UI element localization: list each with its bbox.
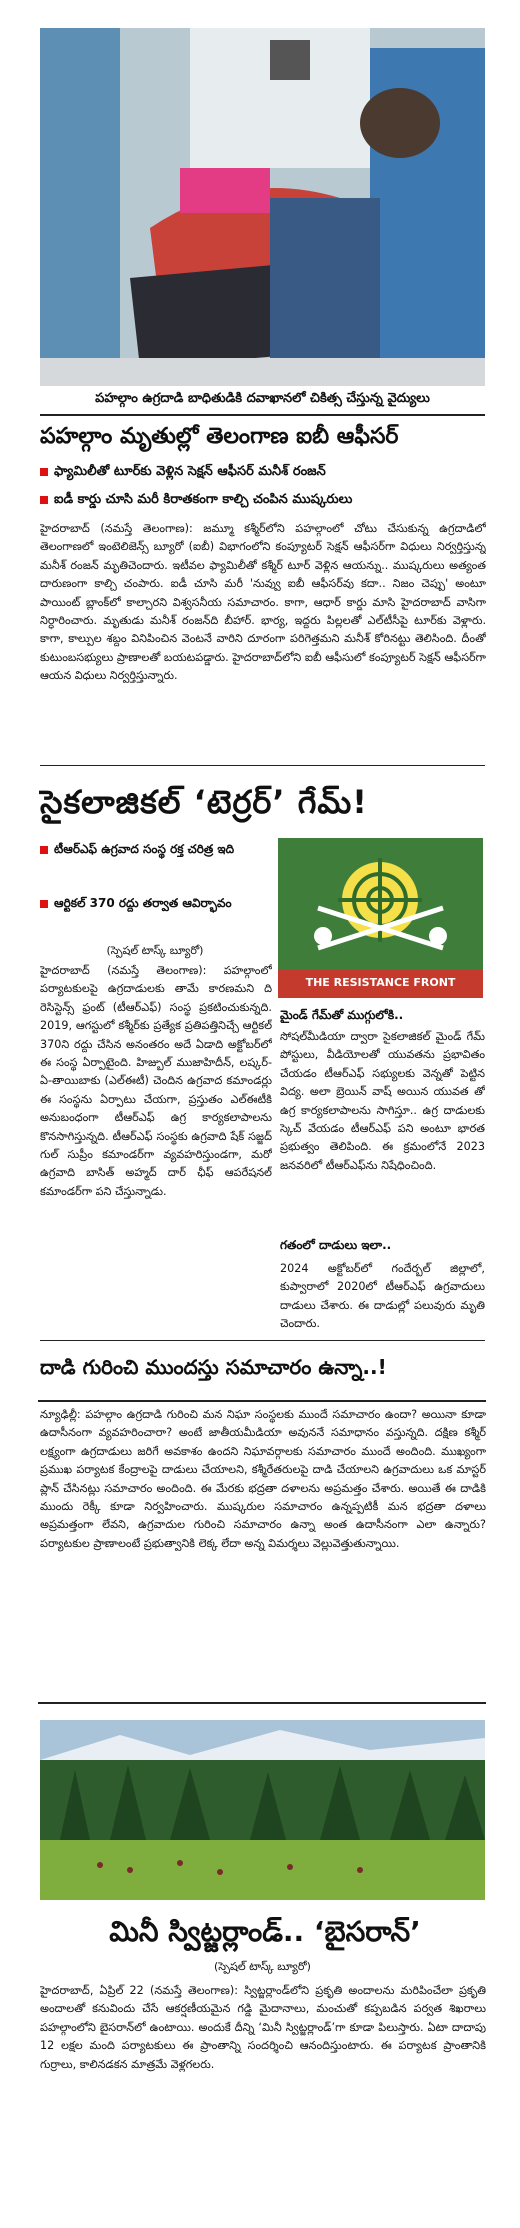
story1-body: హైదరాబాద్ (నమస్తే తెలంగాణ): జమ్మూ కశ్మీర్‌లోని పహల్గాంలో చోటు చేసుకున్న ఉగ్రదాడిలో తెలంగాణలో ఇంటెలిజెన్స్ బ్యూరో (ఐబీ) విభాగంలోని కంప్యూటర్ సెక్షన్ ఆఫీసర్‌గా విధులు నిర్వర్తిస్తున్న మనీశ్ రంజన్ మృతిచెందారు. ఇటీవల ఫ్యామిలీతో కశ్మీర్ టూర్ వెళ్లిన ఆయన్ను.. ముష్కరులు అత్యంత దారుణంగా కాల్చి చంపారు. ఐడీ చూసి మరీ 'నువ్వు ఐబీ ఆఫీసర్‌వు కదా.. నిజం చెప్పు' అంటూ పాయింట్ బ్లాంక్‌లో కాల్చారని విశ్వసనీయ సమాచారం. కాగా, ఆధార్ కార్డు మాసి హైదరాబాద్ వాసిగా నిర్ధారించారు. మృతుడు మనీశ్ రంజన్‌ది బీహార్. భార్య, ఇద్దరు పిల్లలతో ఎల్‌టీసీపై టూర్‌కు వెళ్లారు. కాగా, కాల్పుల శబ్దం వినిపించిన వెంటనే వారిని దూరంగా పరిగెత్తమని మనీశ్ కోరినట్టు తెలిసింది. దీంతో కుటుంబసభ్యులు ప్రాణాలతో బయటపడ్డారు. హైదరాబాద్‌లోని ఐబీ ఆఫీసులో కంప్యూటర్ సెక్షన్ ఆఫీసర్‌గా ఆయన విధులు నిర్వర్తిస్తున్నారు. xyxy=(40,522,486,683)
hospital-scene-image xyxy=(40,28,485,386)
bullet-marker xyxy=(40,846,48,854)
logo-text: THE RESISTANCE FRONT xyxy=(305,976,456,989)
bullet-marker xyxy=(40,900,48,908)
bullet-2: ఐడీ కార్డు చూసి మరీ కిరాతకంగా కాల్చి చంపిన ముష్కరులు xyxy=(40,490,490,510)
bullet-marker xyxy=(40,468,48,476)
photo-caption: పహల్గాం ఉగ్రదాడి బాధితుడికి దవాఖానలో చికిత్స చేస్తున్న వైద్యులు xyxy=(95,391,430,406)
headline-mini-switzerland: మినీ స్విట్జర్లాండ్.. ‘బైసరాన్’ xyxy=(109,1915,421,1948)
divider xyxy=(40,765,485,766)
trf-logo xyxy=(278,838,483,998)
bullet-marker xyxy=(40,496,48,504)
story2-col2-head2: గతంలో దాడులు ఇలా.. xyxy=(280,1238,392,1252)
story2-col2: సోషల్‌మీడియా ద్వారా సైకలాజికల్ మైండ్ గేమ్ పోస్టులు, వీడియోలతో యువతను ప్రభావితం చేయడం టీఆర్‌ఎఫ్ సభ్యులకు వెన్నతో పెట్టిన విద్య. అలా బ్రెయిన్ వాష్ అయిన యువత తో ఉగ్ర కార్యకలాపాలను సాగిస్తూ.. ఉగ్ర దాడులకు స్కెచ్ వేయడం టీఆర్‌ఎఫ్ పని అంటూ భారత ప్రభుత్వం తెలిపింది. ఈ క్రమంలోనే 2023 జనవరిలో టీఆర్‌ఎఫ్‌ను నిషేధించింది. xyxy=(280,1030,485,1172)
story2-col2-head: మైండ్ గేమ్‌తో ముగ్గులోకి.. xyxy=(280,1008,404,1022)
headline-prior-info: దాడి గురించి ముందస్తు సమాచారం ఉన్నా..! xyxy=(40,1355,387,1379)
byline: (స్పెషల్ టాస్క్ బ్యూరో) xyxy=(106,944,204,957)
crosshair-swords-icon xyxy=(278,838,483,998)
byline: (స్పెషల్ టాస్క్ బ్యూరో) xyxy=(214,1960,311,1973)
baisaran-photo xyxy=(40,1720,485,1900)
story2-col1: హైదరాబాద్ (నమస్తే తెలంగాణ): పహల్గాంలో పర్యాటకులపై ఉగ్రదాడులకు తామే కారణమని ది రెసిస్టెన్స్ ఫ్రంట్ (టీఆర్‌ఎఫ్) సంస్థ ప్రకటించుకున్నది. 2019, ఆగస్టులో కశ్మీర్‌కు ప్రత్యేక ప్రతిపత్తినిచ్చే ఆర్టికల్ 370ని రద్దు చేసిన అనంతరం అదే ఏడాది అక్టోబర్‌లో ఈ సంస్థ ఏర్పాటైంది. హిజ్బుల్ ముజాహిదీన్, లష్కర్-ఏ-తాయిబాకు (ఎల్‌ఈటీ) చెందిన ఉగ్రవాద కమాండర్లు ఈ సంస్థను ఏర్పాటు చేయగా, ప్రస్తుతం ఎల్‌ఈటీకి అనుబంధంగా టీఆర్‌ఎఫ్ ఉగ్ర కార్యకలాపాలను కొనసాగిస్తున్నది. టీఆర్‌ఎఫ్ సంస్థకు ఉగ్రవాది షేక్ సజ్జద్ గుల్ సుప్రీం కమాండర్‌గా వ్యవహరిస్తుండగా, మరో ఉగ్రవాది బాసిత్ అహ్మద్ దార్ ఛీఫ్ ఆపరేషనల్ కమాండర్‌గా పని చేస్తున్నాడు. xyxy=(40,964,272,1198)
meadow-landscape-image xyxy=(40,1720,485,1900)
bullet-trf: టీఆర్‌ఎఫ్ ఉగ్రవాద సంస్థ రక్త చరిత్ర ఇది xyxy=(40,838,270,860)
divider xyxy=(40,414,485,416)
headline-terror-game: సైకలాజికల్ ‘టెర్రర్’ గేమ్! xyxy=(40,783,368,821)
bullet-1: ఫ్యామిలీతో టూర్‌కు వెళ్లిన సెక్షన్ ఆఫీసర్ మనీశ్ రంజన్ xyxy=(40,462,490,482)
divider xyxy=(40,1340,485,1341)
story4-body: హైదరాబాద్, ఏప్రిల్ 22 (నమస్తే తెలంగాణ): స్విట్జర్లాండ్‌లోని ప్రకృతి అందాలను మరిపించేలా ప్రకృతి అందాలతో కనువిందు చేసే ఆకర్షణీయమైన గడ్డి మైదానాలు, మంచుతో కప్పబడిన పర్వత శిఖరాలు పహల్గాంలోని బైసరాన్‌లో ఉంటాయి. అందుకే దీన్ని ‘మినీ స్విట్జర్లాండ్’గా కూడా పిలుస్తారు. ఏటా దాదాపు 12 లక్షల మంది పర్యాటకులు ఈ ప్రాంతాన్ని సందర్శించి ఆనందిస్తుంటారు. ఈ పర్యాటక ప్రాంతానికి గుర్రాలు, కాలినడకన మాత్రమే వెళ్లగలరు. xyxy=(40,1984,486,2071)
hospital-photo xyxy=(40,28,485,386)
headline-ib-officer: పహల్గాం మృతుల్లో తెలంగాణ ఐబీ ఆఫీసర్ xyxy=(40,424,399,449)
story3-body: న్యూఢిల్లీ: పహల్గాం ఉగ్రదాడి గురించి మన నిఘా సంస్థలకు ముందే సమాచారం ఉందా? అయినా కూడా ఉదాసీనంగా వ్యవహరించారా? అంటే జాతీయమీడియా అవుననే సమాధానం వస్తున్నది. దక్షిణ కశ్మీర్ లక్ష్యంగా ఉగ్రదాడులు జరిగే అవకాశం ఉందని నిఘావర్గాలకు సమాచారం ముందే అందింది. ముఖ్యంగా ప్రముఖ పర్యాటక కేంద్రాలపై దాడులు చేయాలని, కశ్మీరేతరులపై దాడి చేయాలని ఉగ్రవాదులు ఒక మాస్టర్ ప్లాన్ చేసినట్లు సమాచారం అందింది. ఈ మేరకు భద్రతా దళాలను అప్రమత్తం చేశారు. అయితే ఈ దాడికి ముందు రెక్కీ కూడా నిర్వహించారు. ముష్కరుల సమాచారం ఉన్నప్పటికీ మన భద్రతా దళాలు అప్రమత్తంగా లేవని, ఉగ్రవాదుల గురించి సమాచారం ఉన్నా అంత ఉదాసీనంగా ఎలా ఉన్నారు? పర్యాటకుల ప్రాణాలంటే ప్రభుత్వానికి లెక్క లేదా అన్న విమర్శలు వెల్లువెత్తుతున్నాయి. xyxy=(40,1408,486,1550)
bullet-article370: ఆర్టికల్ 370 రద్దు తర్వాత ఆవిర్భావం xyxy=(40,892,270,914)
story2-col2b: 2024 అక్టోబర్‌లో గందేర్బల్ జిల్లాలో, కుప్వారాలో 2020లో టీఆర్‌ఎఫ్ ఉగ్రవాదులు దాడులు చేశారు. ఈ దాడుల్లో పలువురు మృతి చెందారు. xyxy=(280,1262,485,1331)
